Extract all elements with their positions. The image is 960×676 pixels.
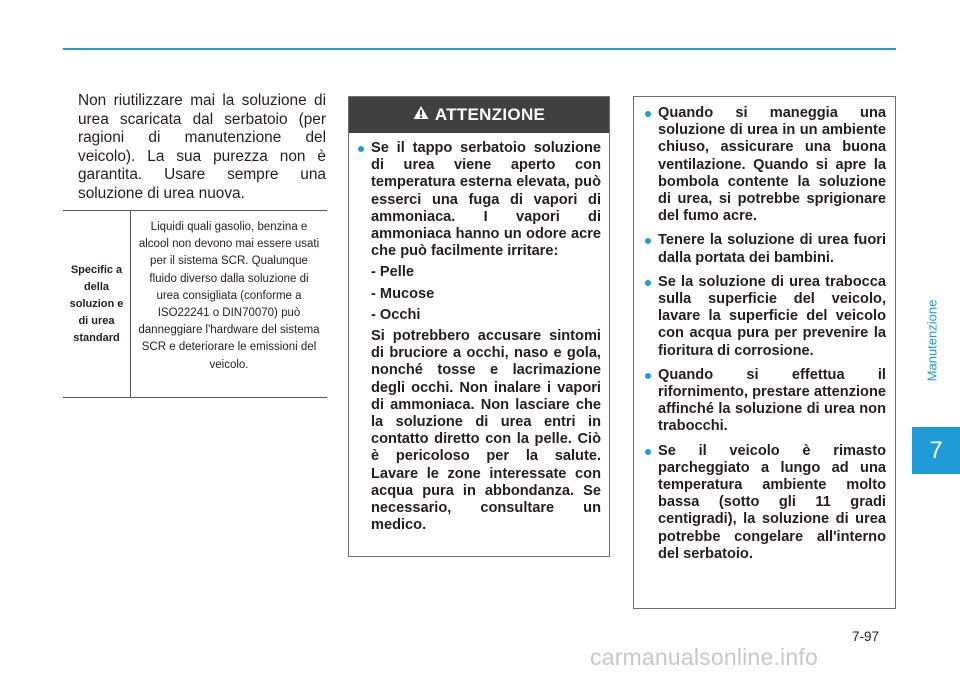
warning-bullet: Se il tappo serbatoio soluzione di urea viene aperto con temperatura esterna elevata, può esserci una fuga di vapori di ammoniaca. I vapori di ammoniaca hanno un odore acre che può facilmente irritare: bbox=[371, 140, 601, 260]
list-item: Quando si effettua il rifornimento, prestare attenzione affinché la soluzione di urea non trabocchi. bbox=[658, 366, 886, 435]
warning-continued-box bbox=[633, 96, 896, 609]
top-rule bbox=[63, 48, 896, 50]
warning-sub-item: - Occhi bbox=[371, 306, 421, 323]
list-item: Se il veicolo è rimasto parcheggiato a lungo ad una temperatura ambiente molto bassa (sotto gli 11 gradi centigradi), la soluzione di urea potrebbe congelare all'interno del serbatoio. bbox=[658, 442, 886, 562]
warning-sub-item: - Pelle bbox=[371, 264, 414, 281]
warning-title: ATTENZIONE bbox=[434, 105, 546, 124]
watermark: carmanualsonline.info bbox=[590, 644, 818, 670]
page-number: 7-97 bbox=[852, 629, 880, 644]
warning-header bbox=[349, 97, 609, 133]
warning-triangle-icon bbox=[413, 105, 429, 125]
chapter-tab: 7 bbox=[912, 427, 960, 474]
warning-content bbox=[349, 133, 609, 534]
list-item: Quando si maneggia una soluzione di urea in un ambiente chiuso, assicurare una buona ventilazione. Quando si apre la bombola contente la soluzione di urea, si potrebbe sprigionare del fumo acre. bbox=[658, 105, 886, 225]
spec-table-header-cell bbox=[63, 211, 131, 397]
spec-table-body: Liquidi quali gasolio, benzina e alcool non devono mai essere usati per il sistema SCR. Qualunque fluido diverso dalla soluzione di urea consigliata (conforme a ISO22241 o DIN70070) può danneggiare l'hardware del sistema SCR e deteriorare le emissioni del veicolo. bbox=[138, 221, 320, 371]
warning-paragraph: Si potrebbero accusare sintomi di bruciore a occhi, naso e gola, nonché tosse e lacrimazione degli occhi. Non inalare i vapori di ammoniaca. Non lasciare che la soluzione di urea entri in contatto diretto con la pelle. Ciò è pericoloso per la salute. Lavare le zone interessate con acqua pura in abbondanza. Se necessario, consultare un medico. bbox=[371, 328, 601, 534]
spec-table-header: Specific a della soluzion e di urea standard bbox=[69, 263, 124, 344]
section-label bbox=[921, 260, 943, 420]
warning-sub-item: - Mucose bbox=[371, 285, 435, 302]
intro-paragraph: Non riutilizzare mai la soluzione di urea scaricata dal serbatoio (per ragioni di manutenzione del veicolo). La sua purezza non è garantita. Usare sempre una soluzione di urea nuova. bbox=[78, 92, 326, 202]
list-item: Tenere la soluzione di urea fuori dalla portata dei bambini. bbox=[658, 232, 886, 266]
list-item: Se la soluzione di urea trabocca sulla superficie del veicolo, lavare la superficie del veicolo con acqua pura per prevenire la fioritura di corrosione. bbox=[658, 273, 886, 359]
warning-box bbox=[348, 96, 610, 557]
spec-table bbox=[63, 210, 327, 398]
section-label-text: Manutenzione bbox=[924, 299, 940, 381]
